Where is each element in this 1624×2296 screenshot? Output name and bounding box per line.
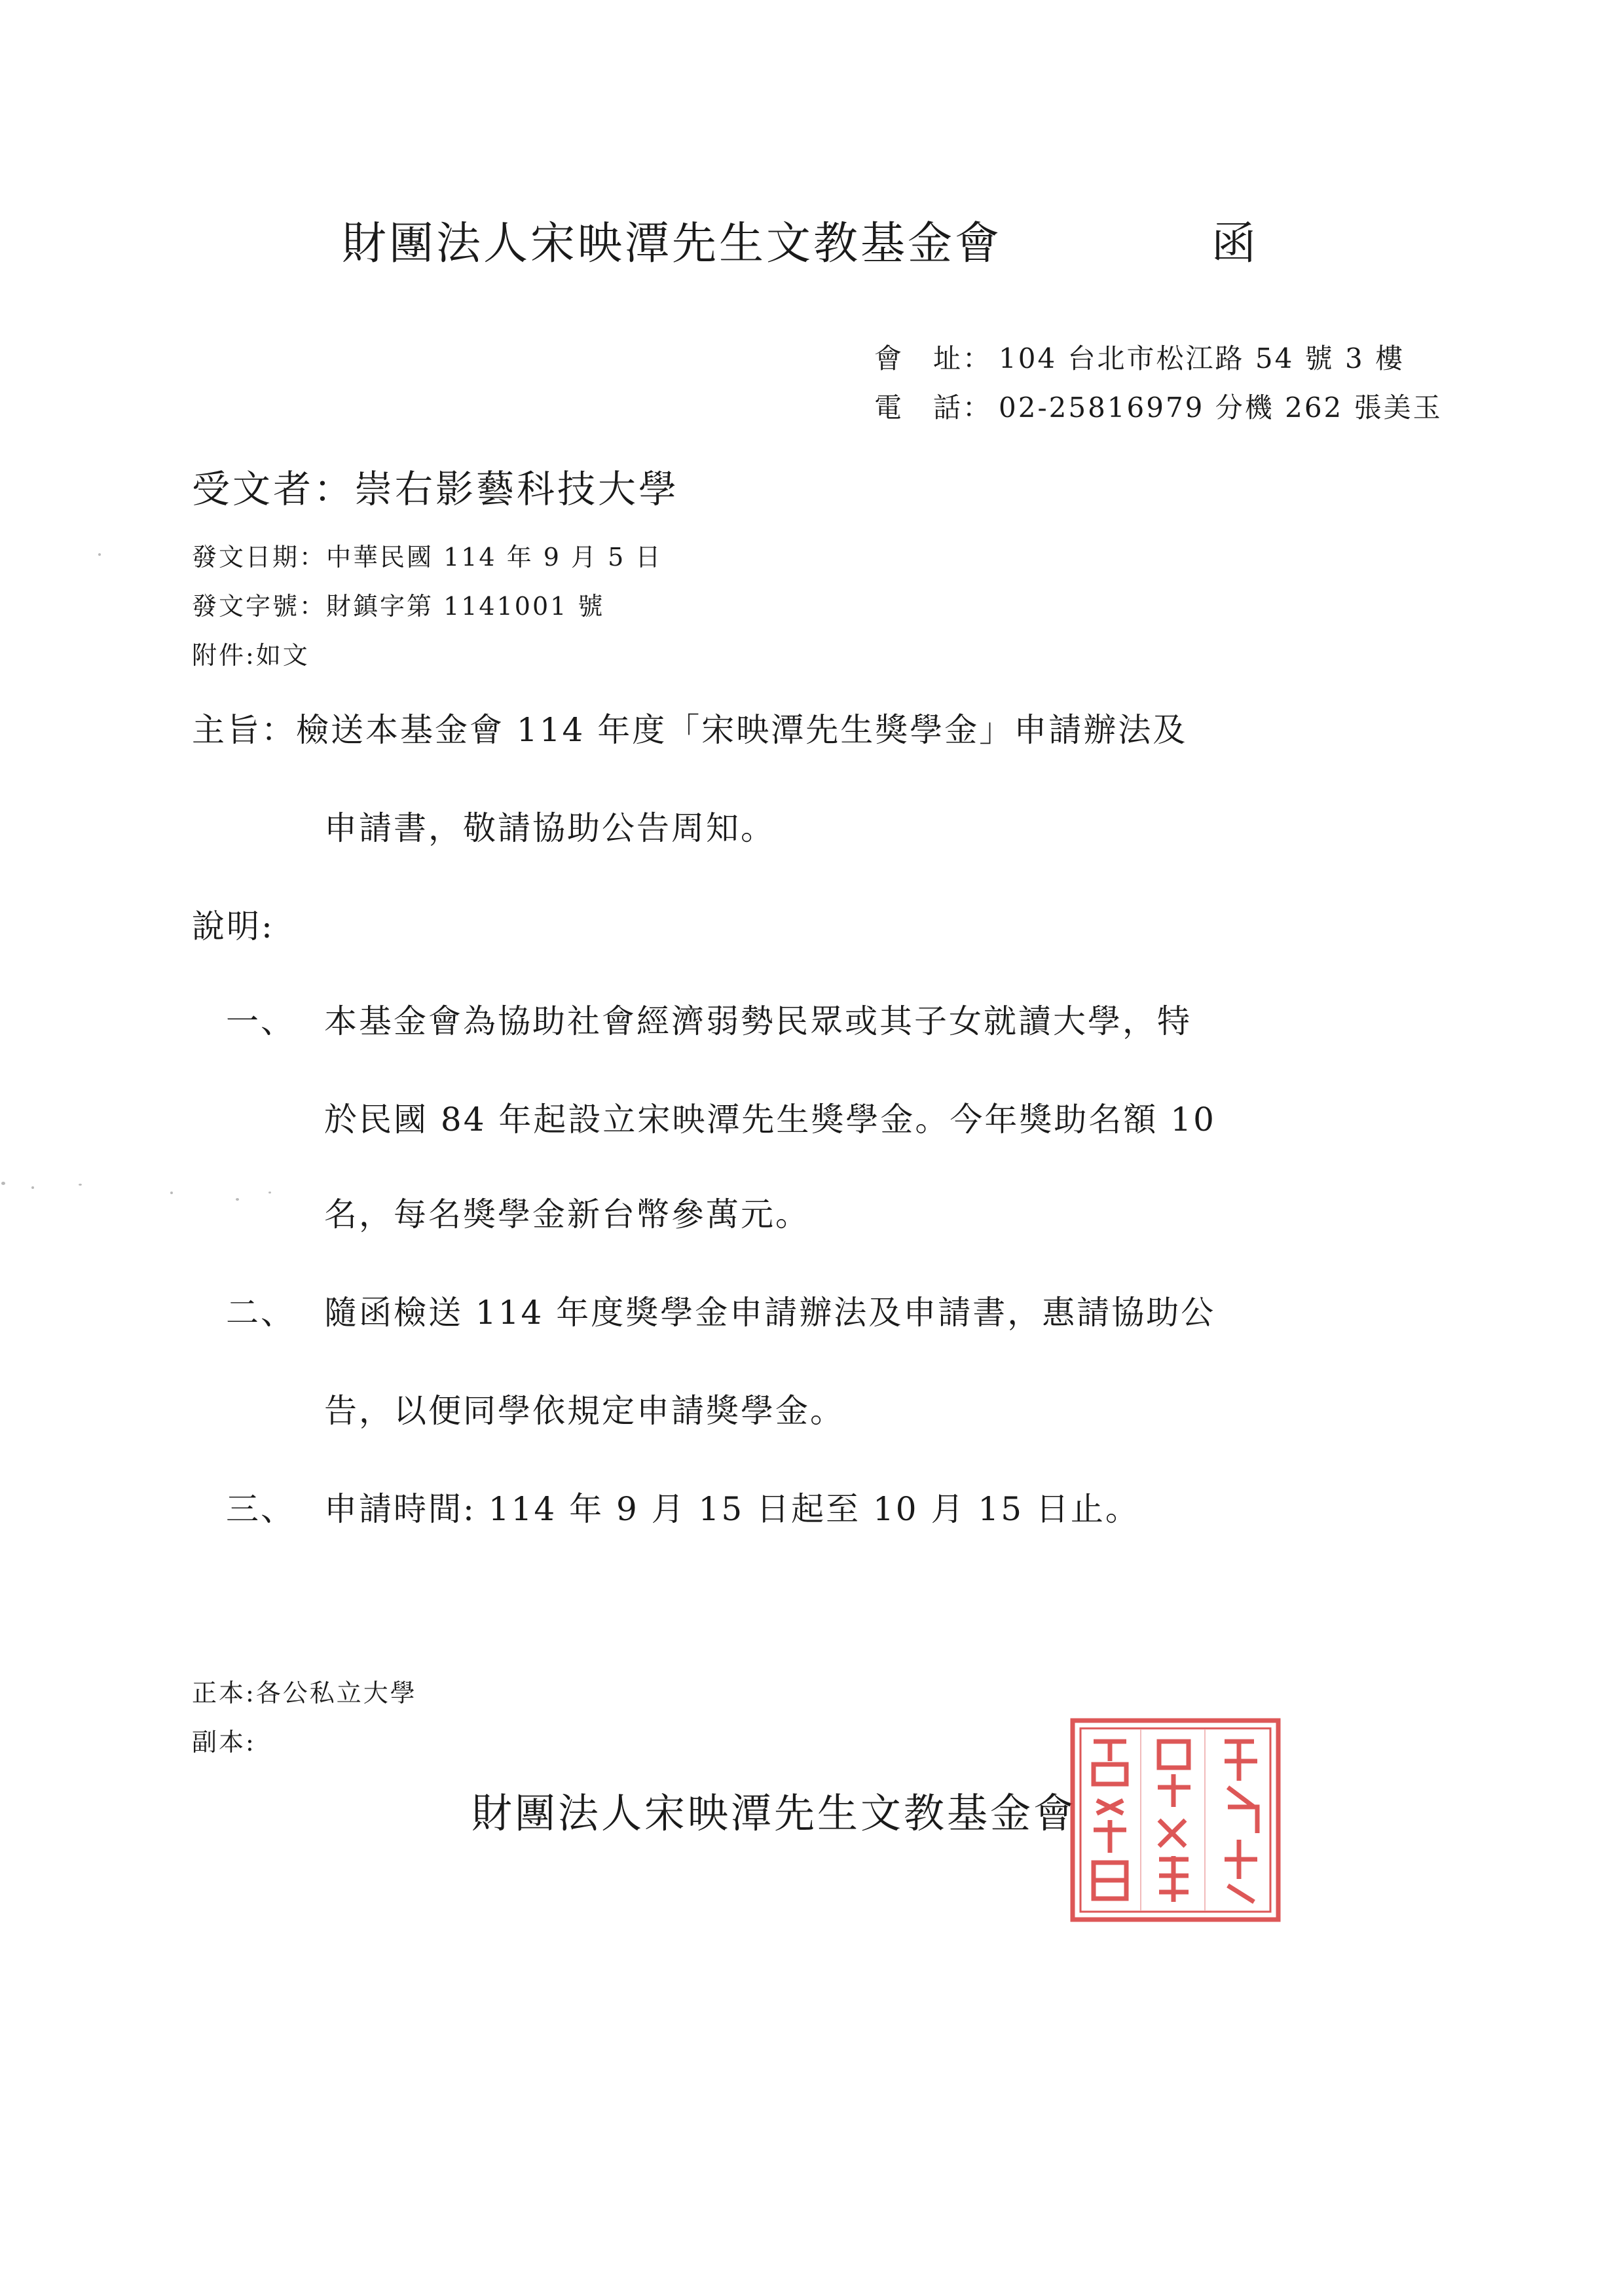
item-line: 告，以便同學依規定申請獎學金。: [324, 1392, 845, 1430]
scan-speck: [79, 1184, 82, 1186]
phone-row: [874, 386, 1443, 426]
document-type: 函: [1211, 218, 1257, 270]
issue-number: 發文字號：財鎮字第 1141001 號: [192, 592, 605, 621]
item-marker: 三、: [226, 1490, 295, 1528]
subject-line-1: 主旨：檢送本基金會 114 年度「宋映潭先生獎學金」申請辦法及: [192, 711, 1188, 749]
item-line: 本基金會為協助社會經濟弱勢民眾或其子女就讀大學，特: [324, 1002, 1192, 1040]
explanation-heading: 說明:: [192, 907, 274, 945]
item-marker: 二、: [226, 1294, 295, 1332]
address-value: 104 台北市松江路 54 號 3 樓: [999, 342, 1405, 374]
address-label: 會 址：: [874, 342, 993, 374]
phone-label: 電 話：: [874, 392, 993, 424]
attachment: 附件:如文: [192, 641, 310, 670]
subject-line-2: 申請書，敬請協助公告周知。: [324, 809, 775, 847]
item-line: 隨函檢送 114 年度獎學金申請辦法及申請書，惠請協助公: [324, 1294, 1216, 1332]
item-line: 於民國 84 年起設立宋映潭先生獎學金。今年獎助名額 10: [324, 1101, 1216, 1139]
address-row: [874, 337, 1405, 376]
scan-speck: [31, 1186, 34, 1189]
scan-speck: [1, 1182, 5, 1185]
organization-seal: [1067, 1715, 1283, 1925]
document-title: 財團法人宋映潭先生文教基金會: [342, 218, 1003, 270]
item-line: 申請時間: 114 年 9 月 15 日起至 10 月 15 日止。: [324, 1490, 1140, 1528]
copy-recipients: 副本:: [192, 1728, 256, 1757]
scan-speck: [170, 1192, 173, 1194]
phone-value: 02-25816979 分機 262 張美玉: [999, 392, 1443, 424]
original-recipients: 正本:各公私立大學: [192, 1679, 417, 1707]
recipient: 受文者：崇右影藝科技大學: [192, 467, 680, 511]
item-line: 名，每名獎學金新台幣參萬元。: [324, 1195, 810, 1233]
seal-icon: [1067, 1715, 1283, 1925]
scan-speck: [236, 1198, 239, 1201]
item-marker: 一、: [226, 1002, 295, 1040]
scan-speck: [98, 553, 101, 556]
scan-speck: [268, 1192, 271, 1194]
issue-date: 發文日期：中華民國 114 年 9 月 5 日: [192, 543, 663, 572]
signature-organization: 財團法人宋映潭先生文教基金會: [471, 1789, 1077, 1837]
